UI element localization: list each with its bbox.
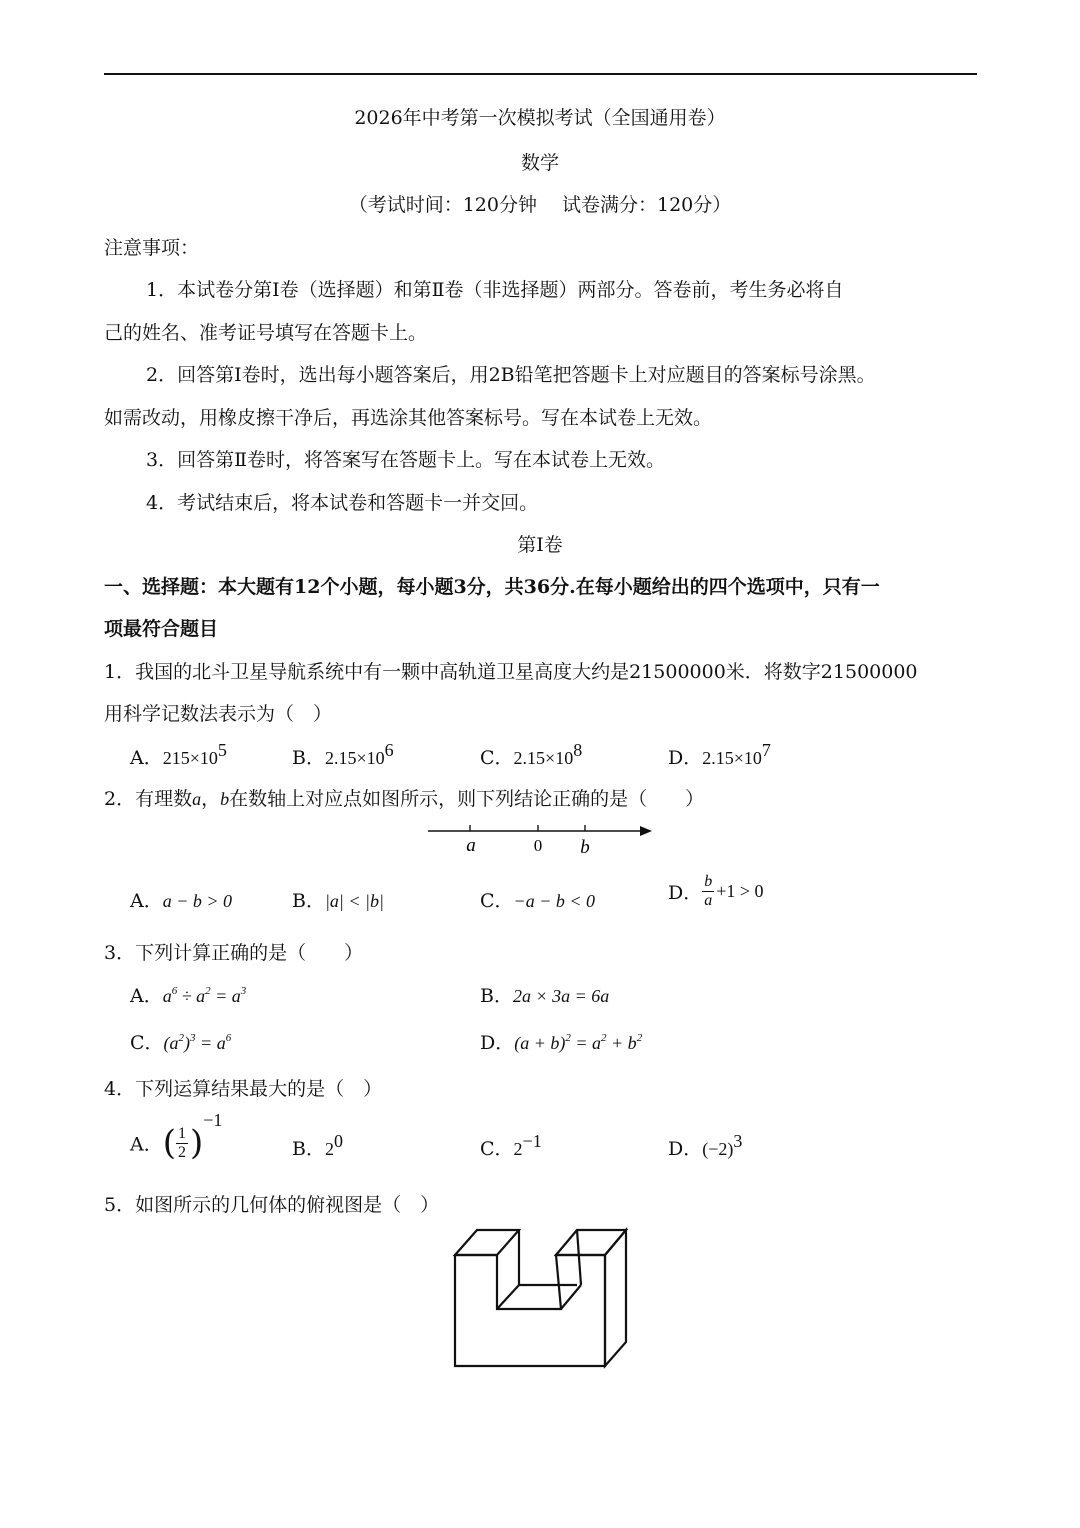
q2-stem-post: 在数轴上对应点如图所示，则下列结论正确的是（ ） xyxy=(229,788,705,810)
option-label: A． xyxy=(130,1133,163,1156)
option-expr xyxy=(164,1033,232,1053)
q2-stem xyxy=(104,784,704,811)
option-expr: −a − b < 0 xyxy=(513,891,595,911)
q3-option-a[interactable] xyxy=(130,981,246,1008)
term: ) xyxy=(184,1033,191,1053)
fraction xyxy=(702,873,714,910)
term: (a + b) xyxy=(514,1033,566,1053)
top-rule xyxy=(104,73,977,75)
q2-stem-pre: 2．有理数 xyxy=(104,788,193,810)
q4-option-c[interactable] xyxy=(480,1131,542,1161)
fraction-numerator: b xyxy=(704,873,713,890)
option-expr: 2.15×10 xyxy=(702,748,762,768)
q3-stem: 3．下列计算正确的是（ ） xyxy=(104,942,364,964)
right-side-face xyxy=(605,1230,626,1366)
exp: 2 xyxy=(178,1032,185,1044)
q2-option-a[interactable] xyxy=(130,886,232,913)
q1-option-a[interactable] xyxy=(130,740,227,770)
option-label: C． xyxy=(130,1032,164,1054)
q2-option-b[interactable] xyxy=(292,886,384,913)
option-label: D． xyxy=(480,1032,515,1054)
exp: 3 xyxy=(240,985,247,997)
option-label: B． xyxy=(292,1138,325,1160)
front-face xyxy=(455,1255,605,1366)
q2-option-d[interactable] xyxy=(668,873,764,910)
q1-stem-line-1: 1．我国的北斗卫星导航系统中有一颗中高轨道卫星高度大约是21500000米．将数字21500000 xyxy=(104,661,918,683)
notice-item-4: 4．考试结束后，将本试卷和答题卡一并交回。 xyxy=(146,492,539,514)
option-expr: +1 > 0 xyxy=(716,881,764,901)
option-exp: 7 xyxy=(761,740,771,760)
notch-back-right-edge xyxy=(577,1230,581,1285)
option-label: C． xyxy=(480,890,514,912)
section-heading-line-2: 项最符合题目 xyxy=(104,618,219,640)
q4-option-a[interactable] xyxy=(130,1110,223,1163)
notch-floor-left-edge xyxy=(497,1285,519,1309)
axis-label-0: 0 xyxy=(533,836,543,855)
option-expr: 2 xyxy=(513,1139,523,1159)
q2-var-b: b xyxy=(220,789,230,809)
exp: 3 xyxy=(190,1032,196,1044)
left-prong-top xyxy=(455,1230,519,1255)
option-exp: 8 xyxy=(573,740,583,760)
fraction-denominator: 2 xyxy=(178,1143,186,1161)
exam-title: 2026年中考第一次模拟考试（全国通用卷） xyxy=(354,107,726,129)
left-paren: ( xyxy=(162,1123,176,1163)
q2-option-c[interactable] xyxy=(480,886,595,913)
q3-option-c[interactable] xyxy=(130,1028,231,1055)
option-expr: a − b > 0 xyxy=(162,891,233,911)
number-line-figure xyxy=(420,818,660,860)
fraction-denominator: a xyxy=(704,892,713,909)
q4-stem: 4．下列运算结果最大的是（ ） xyxy=(104,1078,383,1100)
option-expr: 2.15×10 xyxy=(513,748,574,768)
option-label: D． xyxy=(668,747,703,769)
option-label: C． xyxy=(480,1138,514,1160)
option-exp: 5 xyxy=(217,740,227,760)
option-exp: 3 xyxy=(733,1131,743,1151)
q1-option-d[interactable] xyxy=(668,740,771,770)
option-label: A． xyxy=(130,747,163,769)
notice-item-3: 3．回答第Ⅱ卷时，将答案写在答题卡上。写在本试卷上无效。 xyxy=(146,449,666,471)
q1-option-b[interactable] xyxy=(292,740,394,770)
part-title: 第Ⅰ卷 xyxy=(517,534,563,556)
notice-label: 注意事项： xyxy=(104,237,200,259)
option-expr xyxy=(163,986,247,1006)
option-label: B． xyxy=(292,890,325,912)
option-label: D． xyxy=(668,882,703,904)
term: = a xyxy=(195,1033,226,1053)
q2-var-a: a xyxy=(192,789,202,809)
notice-item-1-line-2: 己的姓名、准考证号填写在答题卡上。 xyxy=(104,322,428,344)
option-expr: 2a × 3a = 6a xyxy=(512,986,610,1006)
option-label: D． xyxy=(668,1138,703,1160)
option-expr: 2 xyxy=(324,1139,334,1159)
option-label: C． xyxy=(480,747,514,769)
option-expr: |a| < |b| xyxy=(324,891,384,911)
notice-item-1-line-1: 1．本试卷分第Ⅰ卷（选择题）和第Ⅱ卷（非选择题）两部分。答卷前，考生务必将自 xyxy=(146,279,844,301)
option-label: B． xyxy=(480,985,513,1007)
exp: 6 xyxy=(171,985,178,997)
q5-stem: 5．如图所示的几何体的俯视图是（ ） xyxy=(104,1194,440,1216)
term: (a xyxy=(163,1033,179,1053)
q3-option-b[interactable] xyxy=(480,981,609,1008)
term: = a xyxy=(570,1033,602,1053)
exam-info: （考试时间：120分钟 试卷满分：120分） xyxy=(348,194,732,216)
exp: 2 xyxy=(565,1032,571,1044)
notice-item-2-line-1: 2．回答第Ⅰ卷时，选出每小题答案后，用2B铅笔把答题卡上对应题目的答案标号涂黑。 xyxy=(146,364,876,386)
number-line-arrow xyxy=(640,826,652,836)
exp: 2 xyxy=(205,985,211,997)
q4-option-d[interactable] xyxy=(668,1131,743,1161)
q4-option-b[interactable] xyxy=(292,1131,343,1161)
option-expr: 215×10 xyxy=(162,748,218,768)
fraction xyxy=(176,1125,188,1162)
option-exp: −1 xyxy=(203,1110,223,1130)
option-label: B． xyxy=(292,747,325,769)
term: ÷ a xyxy=(177,986,206,1006)
option-exp: 0 xyxy=(333,1131,343,1151)
exp: 2 xyxy=(601,1032,607,1044)
fraction-numerator: 1 xyxy=(178,1124,186,1142)
option-label: A． xyxy=(130,890,163,912)
exp: 6 xyxy=(225,1032,232,1044)
notice-item-2-line-2: 如需改动，用橡皮擦干净后，再选涂其他答案标号。写在本试卷上无效。 xyxy=(104,407,713,429)
q1-option-c[interactable] xyxy=(480,740,583,770)
q3-option-d[interactable] xyxy=(480,1028,642,1055)
option-exp: 6 xyxy=(384,740,394,760)
term: + b xyxy=(606,1033,637,1053)
option-expr: (−2) xyxy=(702,1139,734,1159)
option-expr xyxy=(514,1033,642,1053)
notch-floor-right-edge xyxy=(561,1285,581,1309)
option-expr: 2.15×10 xyxy=(324,748,385,768)
q2-comma: ， xyxy=(201,788,221,810)
term: a xyxy=(162,986,172,1006)
option-label: A． xyxy=(130,985,163,1007)
subject-title: 数学 xyxy=(520,152,559,174)
geometric-solid-figure xyxy=(440,1218,640,1378)
q1-stem-line-2: 用科学记数法表示为（ ） xyxy=(104,703,333,725)
axis-label-a: a xyxy=(466,835,476,856)
option-exp: −1 xyxy=(522,1131,542,1151)
section-heading-line-1: 一、选择题：本大题有12个小题，每小题3分，共36分.在每小题给出的四个选项中，只有一 xyxy=(104,576,880,598)
axis-label-b: b xyxy=(580,837,590,858)
exp: 2 xyxy=(636,1032,643,1044)
right-paren: ) xyxy=(190,1123,204,1163)
term: = a xyxy=(210,986,241,1006)
